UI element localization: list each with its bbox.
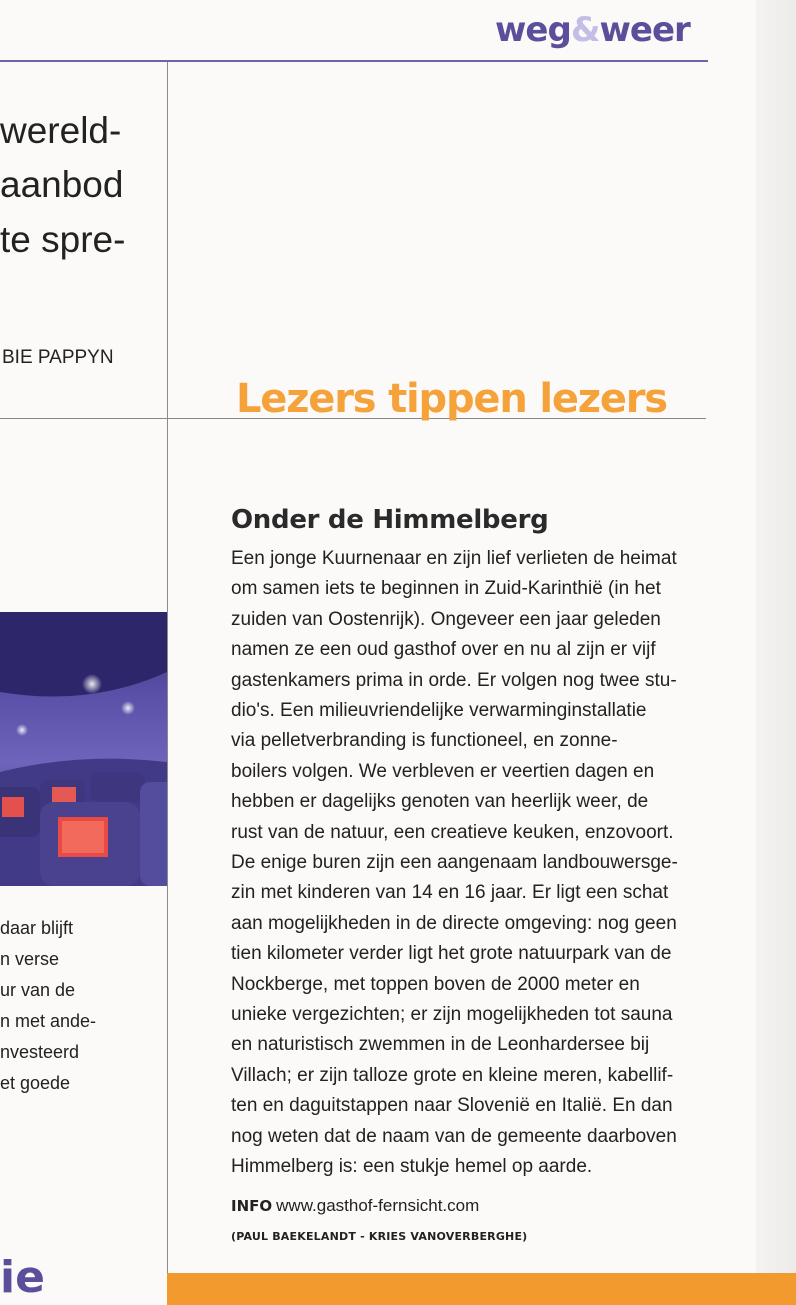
masthead-weer: weer	[599, 10, 690, 50]
footer-bar	[167, 1273, 796, 1305]
left-intro-line: aanbod	[0, 164, 124, 205]
left-caption-line: n verse	[0, 949, 60, 969]
article-body-line: namen ze een oud gasthof over en nu al zijn er vijf	[231, 639, 656, 661]
left-intro-line: te spre-	[0, 219, 126, 260]
article-body-line: en naturistisch zwemmen in de Leonhardersee bij	[231, 1034, 650, 1056]
masthead-ampersand: &	[570, 10, 600, 50]
left-credit: BIE PAPPYN	[2, 347, 114, 368]
page-edge	[756, 0, 796, 1305]
article-body-line: gastenkamers prima in orde. Er volgen nog twee stu-	[231, 669, 677, 691]
article-credit: (PAUL BAEKELANDT - KRIES VANOVERBERGHE)	[231, 1230, 528, 1243]
left-caption-line: nvesteerd	[0, 1042, 80, 1062]
article-body-line: hebben er dagelijks genoten van heerlijk weer, de	[231, 791, 649, 813]
article-body-line: nog weten dat de naam van de gemeente daarboven	[231, 1125, 677, 1147]
article-body-line: tien kilometer verder ligt het grote natuurpark van de	[231, 943, 672, 965]
article-body-line: Villach; er zijn talloze grote en kleine meren, kabellif-	[231, 1064, 674, 1086]
left-caption-line: ur van de	[0, 980, 76, 1000]
article-body-line: aan mogelijkheden in de directe omgeving: nog geen	[231, 912, 677, 934]
left-caption-line: daar blijft	[0, 918, 74, 938]
left-intro-line: wereld-	[0, 110, 122, 151]
masthead-rule	[0, 60, 708, 62]
left-footer-fragment: ie	[0, 1252, 45, 1303]
section-masthead	[495, 10, 690, 50]
article-body-line: boilers volgen. We verbleven er veertien dagen en	[231, 760, 655, 782]
section-title: Lezers tippen lezers	[236, 376, 667, 422]
article-info	[231, 1196, 479, 1216]
airplane-cabin-photo	[0, 612, 167, 886]
article-body-line: zin met kinderen van 14 en 16 jaar. Er ligt een schat	[231, 882, 669, 904]
left-caption-line: n met ande-	[0, 1011, 97, 1031]
column-divider	[167, 62, 168, 1305]
article-body-line: ten en daguitstappen naar Slovenië en Italië. En dan	[231, 1095, 673, 1117]
article-body-line: unieke vergezichten; er zijn mogelijkheden tot sauna	[231, 1004, 673, 1025]
info-url: www.gasthof-fernsicht.com	[276, 1196, 480, 1215]
article-body-line: om samen iets te beginnen in Zuid-Karinthië (in het	[231, 578, 661, 600]
article-body-line: De enige buren zijn een aangenaam landbouwersge-	[231, 852, 678, 873]
left-caption-line: et goede	[0, 1073, 71, 1093]
article-body-line: Een jonge Kuurnenaar en zijn lief verlieten de heimat	[231, 548, 677, 569]
article-title: Onder de Himmelberg	[231, 505, 549, 535]
article-body-line: dio's. Een milieuvriendelijke verwarminginstallatie	[231, 700, 647, 721]
masthead-weg: weg	[495, 10, 571, 50]
article-body-line: zuiden van Oostenrijk). Ongeveer een jaar geleden	[231, 608, 661, 630]
article-body-line: via pelletverbranding is functioneel, en zonne-	[231, 730, 618, 752]
article-body-line: rust van de natuur, een creatieve keuken, enzovoort.	[231, 821, 674, 843]
info-label: INFO	[231, 1197, 273, 1215]
article-body-line: Nockberge, met toppen boven de 2000 meter en	[231, 973, 640, 995]
article-body-line: Himmelberg is: een stukje hemel op aarde.	[231, 1156, 593, 1177]
